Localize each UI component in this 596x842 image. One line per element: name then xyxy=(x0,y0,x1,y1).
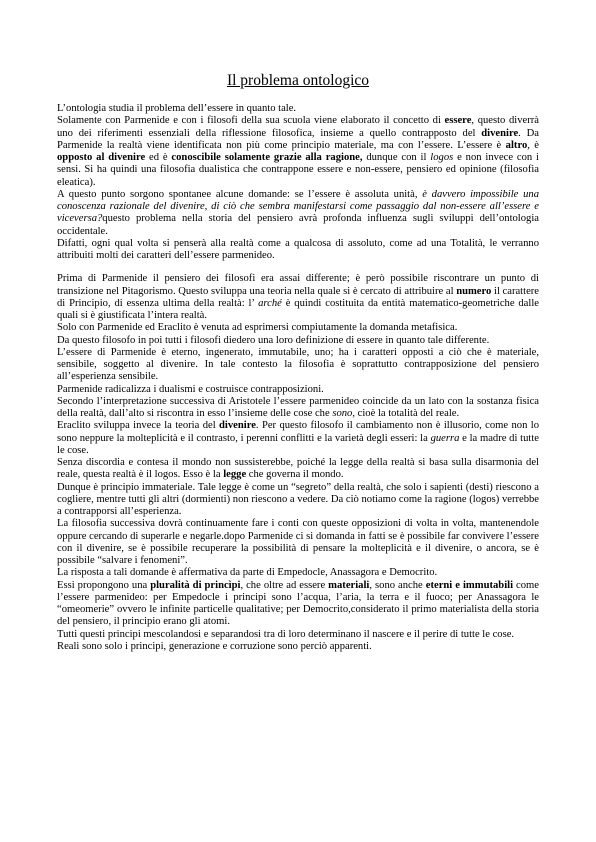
text-run: . Da Parmenide la realtà viene identificata non più come principio materiale, ma con l’essere. L’essere è xyxy=(57,127,539,151)
document-body xyxy=(57,103,539,653)
text-run: , sono anche xyxy=(369,579,426,591)
text-run: Da questo filosofo in poi tutti i filosofi diedero una loro definizione di essere in quanto tale differente. xyxy=(57,334,490,346)
text-run: questo problema nella storia del pensiero avrà profonda influenza sugli sviluppi dell’ontologia occidentale. xyxy=(57,213,539,237)
text-run: L’ontologia studia il problema dell’essere in quanto tale. xyxy=(57,103,297,114)
paragraph xyxy=(57,273,539,322)
bold-text: legge xyxy=(223,469,247,481)
text-run: e la madre di tutte le cose. xyxy=(57,432,539,456)
paragraph xyxy=(57,420,539,457)
text-run: , è xyxy=(527,139,540,151)
paragraph xyxy=(57,115,539,189)
italic-text: è davvero impossibile una conoscenza razionale del divenire, di ciò che sembra manifestarsi come passaggio dal non-essere all’essere e viceversa? xyxy=(57,188,539,225)
bold-text: altro xyxy=(505,139,528,151)
text-run: come l’essere parmenideo: per Empedocle i principi sono l’acqua, l’aria, la terra e il fuoco; per Anassagora le “omeomerie” ovvero le infinite particelle qualitative; per Democrito,considerato il primo materialista della storia del pensiero, il principio erano gli atomi. xyxy=(57,579,539,628)
text-run: , cioè la totalità del reale. xyxy=(352,408,460,419)
italic-text: arché xyxy=(258,297,282,309)
text-run: Reali sono solo i principi, generazione e corruzione sono perciò apparenti. xyxy=(57,640,372,652)
bold-text: conoscibile solamente grazie alla ragione, xyxy=(171,152,363,163)
paragraph xyxy=(57,457,539,482)
paragraph xyxy=(57,641,539,653)
paragraph xyxy=(57,322,539,334)
bold-text: essere xyxy=(444,115,472,127)
text-run: A questo punto sorgono spontanee alcune domande: se l’essere è assoluta unità, xyxy=(57,188,423,200)
text-run: Secondo l’interpretazione successiva di Aristotele l’essere parmenideo coincide da un lato con la sostanza fisica della realtà, dall’alto si riscontra in esso l’insieme delle cose che xyxy=(57,395,539,419)
text-run: Solo con Parmenide ed Eraclito è venuta ad esprimersi compiutamente la domanda metafisica. xyxy=(57,322,458,334)
bold-text: divenire xyxy=(219,420,256,432)
text-run: La risposta a tali domande è affermativa da parte di Empedocle, Anassagora e Democrito. xyxy=(57,567,438,579)
paragraph xyxy=(57,629,539,641)
text-run: Solamente con Parmenide e con i filosofi della sua scuola viene elaborato il concetto di xyxy=(57,115,445,127)
paragraph xyxy=(57,396,539,421)
bold-text: materiali xyxy=(328,579,370,591)
text-run: L’essere di Parmenide è eterno, ingenerato, immutabile, uno; ha i caratteri opposti a ciò che è materiale, sensibile, soggetto al divenire. In tale contesto la filosofia è soprattutto contrapposizione del pensiero all’esperienza sensibile. xyxy=(57,346,539,383)
text-run: , che oltre ad essere xyxy=(240,579,329,591)
page-title: Il problema ontologico xyxy=(226,72,370,89)
paragraph-gap xyxy=(57,262,539,273)
italic-text: logos xyxy=(430,152,454,163)
paragraph xyxy=(57,347,539,384)
paragraph xyxy=(57,482,539,519)
bold-text: numero xyxy=(456,285,492,297)
bold-text: eterni e immutabili xyxy=(425,579,514,591)
italic-text: sono xyxy=(332,408,353,419)
bold-text: opposto al divenire xyxy=(57,152,146,163)
paragraph xyxy=(57,335,539,347)
text-run: Tutti questi principi mescolandosi e separandosi tra di loro determinano il nascere e il perire di tutte le cose. xyxy=(57,628,515,640)
text-run: e non invece con i sensi. Si ha quindi una filosofia dualistica che contrappone essere e non-essere, pensiero ed opinione (filosofia eleatica). xyxy=(57,152,539,188)
text-run: Dunque è principio immateriale. Tale legge è come un “segreto” della realtà, che solo i sapienti (desti) riescono a cogliere, mentre tutti gli altri (dormienti) non riescono a vedere. Da ciò notiamo come la ragione (logos) verrebbe a contrapporsi all’esperienza. xyxy=(57,481,539,517)
text-run: Essi propongono una xyxy=(57,579,151,591)
paragraph xyxy=(57,384,539,396)
text-run: Eraclito sviluppa invece la teoria del xyxy=(57,420,220,432)
text-run: Parmenide radicalizza i dualismi e costruisce contrapposizioni. xyxy=(57,383,324,395)
text-run: il carattere di Principio, di essenza ultima della realtà: l’ xyxy=(57,285,540,309)
paragraph xyxy=(57,238,539,263)
bold-text: pluralità di princìpi xyxy=(150,579,241,591)
text-run: è quindi costituita da entità matematico-geometriche dalle quali si è giustificata l’intera realtà. xyxy=(57,297,539,321)
paragraph xyxy=(57,580,539,629)
text-run: dunque con il xyxy=(362,152,431,163)
paragraph xyxy=(57,189,539,238)
text-run: , questo diverrà uno dei riferimenti essenziali della riflessione filosofica, insieme a quello contrapposto del xyxy=(57,115,539,139)
text-run: Prima di Parmenide il pensiero dei filosofi era assai differente; è però possibile riscontrare un punto di transizione nel Pitagorismo. Questo sviluppa una teoria nella quale si è cercato di attribuire al xyxy=(57,273,539,297)
text-run: La filosofia successiva dovrà continuamente fare i conti con queste opposizioni di volta in volta, mantenendole oppure cercando di superarle e negarle.dopo Parmenide ci si domanda in fatti se è possibile far convivere l’essere con il divenire, se è possibile recuperare la possibilità di pensare la molteplicità e il divenire, o ancora, se è possibile “salvare i fenomeni”. xyxy=(57,518,539,566)
text-run: . Per questo filosofo il cambiamento non è illusorio, come non lo sono neppure la molteplicità e il contrasto, i perenni conflitti e la varietà degli esseri: la xyxy=(57,420,539,444)
paragraph xyxy=(57,567,539,579)
text-run: che governa il mondo. xyxy=(246,469,344,481)
text-run: Senza discordia e contesa il mondo non sussisterebbe, poiché la legge della realtà si basa sulla disarmonia del reale, questa realtà è il logos. Esso è la xyxy=(57,457,539,481)
paragraph xyxy=(57,518,539,567)
text-run: Difatti, ogni qual volta si penserà alla realtà come a qualcosa di assoluto, come ad una Totalità, le verranno attribuiti molti dei caratteri dell’essere parmenideo. xyxy=(57,237,539,261)
italic-text: guerra xyxy=(430,432,460,444)
text-run: ed è xyxy=(145,152,172,163)
bold-text: divenire xyxy=(481,127,519,139)
paragraph xyxy=(57,103,539,115)
